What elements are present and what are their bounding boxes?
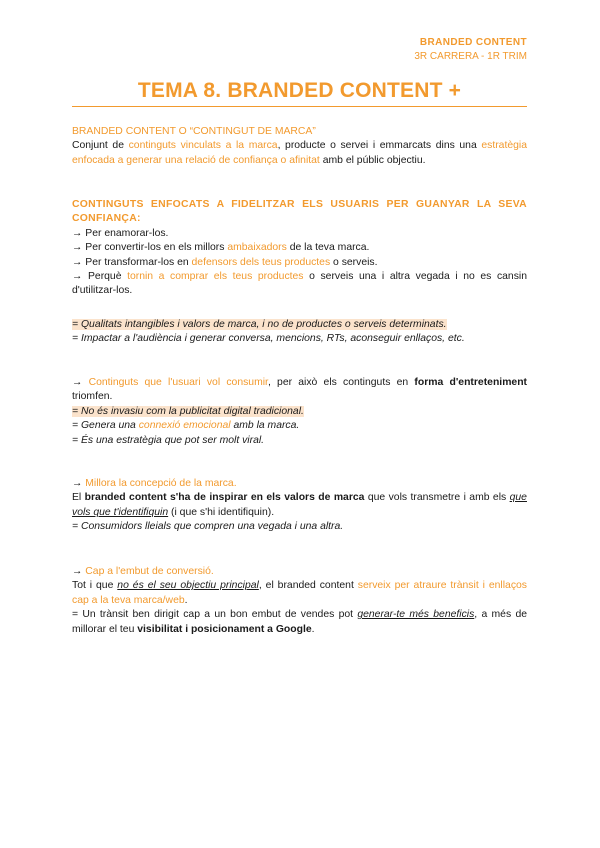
text-run: amb la marca. bbox=[230, 420, 300, 432]
underlined-run: generar-te més beneficis bbox=[357, 609, 475, 621]
loyalty-notes bbox=[72, 318, 527, 347]
bold-run: branded content s'ha de inspirar en els valors de marca bbox=[84, 492, 365, 504]
entertainment-section bbox=[72, 376, 527, 448]
definition-section bbox=[72, 125, 527, 168]
text-run: → Per transformar-los en bbox=[72, 256, 192, 268]
note-line: = Impactar a l'audiència i generar conversa, mencions, RTs, aconseguir enllaços, etc. bbox=[72, 333, 465, 345]
course-name: BRANDED CONTENT bbox=[419, 37, 527, 48]
highlight-run: tornin a comprar els teus productes bbox=[127, 271, 304, 283]
list-item: → Per enamorar-los. bbox=[72, 227, 169, 239]
definition-label: BRANDED CONTENT O “CONTINGUT DE MARCA” bbox=[72, 126, 316, 137]
perception-text bbox=[72, 491, 527, 520]
text-run: amb el públic objectiu. bbox=[319, 154, 426, 166]
perception-section bbox=[72, 477, 527, 535]
funnel-text bbox=[72, 579, 527, 608]
highlight-run: estratègia enfocada a generar una relació de confiança o afinitat bbox=[72, 140, 527, 166]
highlight-run: Continguts que l'usuari vol consumir bbox=[88, 377, 268, 388]
marked-note: = Qualitats intangibles i valors de marca, i no de productes o serveis determinats. bbox=[72, 319, 447, 330]
text-run: que vols transmetre i amb els bbox=[364, 492, 510, 504]
text-run: → Perquè bbox=[72, 271, 128, 283]
title-divider bbox=[72, 106, 527, 107]
note-line bbox=[72, 318, 527, 332]
highlight-run: continguts vinculats a la marca bbox=[128, 140, 278, 152]
text-run: (i que s'hi identifiquin). bbox=[168, 506, 275, 518]
highlight-run: Millora la concepció de la marca bbox=[85, 478, 234, 489]
text-run: o serveis. bbox=[330, 256, 378, 268]
underlined-run: no és el seu objectiu principal bbox=[117, 580, 259, 592]
entertainment-text bbox=[72, 376, 527, 405]
loyalty-heading: CONTINGUTS ENFOCATS A FIDELITZAR ELS USUARIS PER GUANYAR LA SEVA CONFIANÇA: bbox=[72, 199, 527, 225]
funnel-heading bbox=[72, 565, 527, 579]
highlight-run: connexió emocional bbox=[138, 420, 231, 432]
text-run: = Genera una bbox=[72, 420, 139, 432]
bold-run: forma d'entreteniment bbox=[414, 377, 528, 388]
text-run: , producte o servei i emmarcats dins una bbox=[277, 140, 482, 152]
note-line: = Consumidors lleials que compren una vegada i una altra. bbox=[72, 521, 344, 533]
arrow: → bbox=[72, 478, 86, 489]
highlight-run: . bbox=[210, 566, 214, 577]
funnel-note bbox=[72, 608, 527, 637]
course-meta: 3R CARRERA - 1R TRIM bbox=[414, 51, 527, 62]
text-run: Conjunt de bbox=[72, 140, 129, 152]
underlined-run: que vols que t'identifiquin bbox=[72, 492, 527, 518]
list-item bbox=[72, 241, 527, 255]
text-run: . bbox=[311, 623, 315, 635]
highlight-run: ambaixadors bbox=[227, 242, 287, 254]
note-line: = És una estratègia que pot ser molt viral. bbox=[72, 434, 265, 446]
text-run: . bbox=[184, 594, 188, 606]
note-line bbox=[72, 405, 527, 419]
text-run: de la teva marca. bbox=[286, 242, 370, 254]
highlight-run: Cap a l'embut de conversió bbox=[85, 566, 211, 577]
page-title: TEMA 8. BRANDED CONTENT + bbox=[137, 79, 462, 102]
document-header bbox=[414, 36, 527, 64]
arrow: → bbox=[72, 566, 86, 577]
definition-text bbox=[72, 139, 527, 168]
highlight-run: serveix per atraure trànsit i enllaços cap a la teva marca/web bbox=[72, 580, 527, 606]
note-line bbox=[72, 419, 527, 433]
text-run: o serveis una i altra vegada i no es cansin d'utilitzar-los. bbox=[72, 271, 527, 297]
funnel-section bbox=[72, 565, 527, 637]
marked-note: = No és invasiu com la publicitat digital tradicional. bbox=[72, 405, 304, 417]
bold-run: visibilitat i posicionament a Google bbox=[137, 623, 312, 635]
text-run: , el branded content bbox=[258, 580, 358, 592]
text-run: , a més de millorar el teu bbox=[72, 609, 528, 635]
perception-heading bbox=[72, 477, 527, 491]
highlight-run: defensors dels teus productes bbox=[191, 256, 331, 268]
list-item bbox=[72, 256, 527, 270]
text-run: , per això els continguts en bbox=[267, 377, 415, 388]
loyalty-section bbox=[72, 198, 527, 299]
text-run: Tot i que bbox=[72, 580, 118, 592]
text-run: = Un trànsit ben dirigit cap a un bon embut de vendes pot bbox=[72, 609, 358, 621]
highlight-run: . bbox=[233, 478, 237, 489]
text-run: El bbox=[72, 492, 85, 504]
list-item bbox=[72, 270, 527, 299]
text-run: triomfen. bbox=[72, 391, 113, 403]
arrow: → bbox=[72, 377, 89, 388]
text-run: → Per convertir-los en els millors bbox=[72, 242, 228, 254]
